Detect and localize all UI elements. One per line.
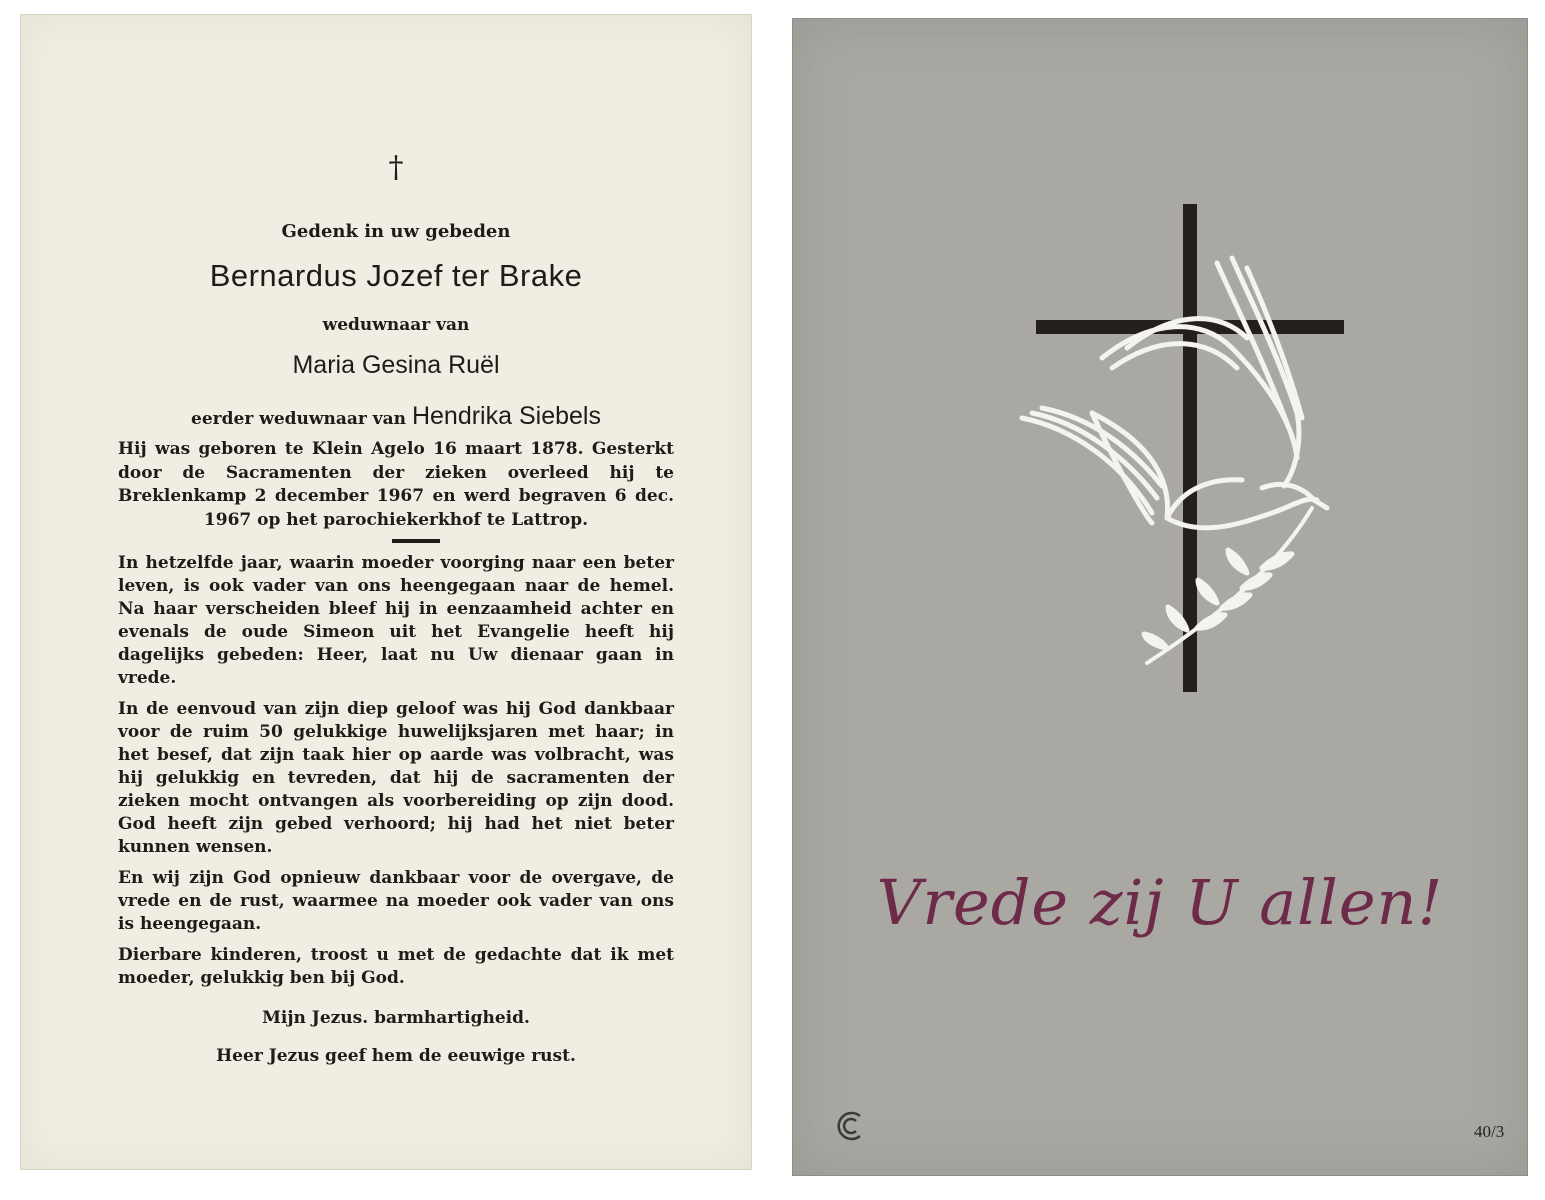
memorial-paragraphs bbox=[118, 552, 674, 998]
prayer-card-image-side bbox=[792, 18, 1528, 1176]
earlier-widower-line bbox=[118, 402, 674, 431]
prayer-heading: Gedenk in uw gebeden bbox=[281, 221, 511, 242]
paragraph: In hetzelfde jaar, waarin moeder voorging naar een beter leven, is ook vader van ons heengegaan naar de hemel. Na haar verscheiden bleef hij in eenzaamheid achter en evenals de oude Simeon uit het Evangelie heeft hij dagelijks gebeden: Heer, laat nu Uw dienaar gaan in vrede. bbox=[118, 553, 674, 688]
closing-prayer-1: Mijn Jezus. barmhartigheid. bbox=[262, 1008, 530, 1028]
relation-widower: weduwnaar van bbox=[322, 315, 470, 335]
motto-text: Vrede zij U allen! bbox=[876, 866, 1444, 939]
cross-symbol: † bbox=[388, 150, 404, 185]
publisher-logo-icon bbox=[832, 1108, 868, 1144]
paragraph: Dierbare kinderen, troost u met de gedachte dat ik met moeder, gelukkig ben bij God. bbox=[118, 945, 674, 988]
spouse-name-2: Hendrika Siebels bbox=[411, 402, 601, 430]
paragraph: In de eenvoud van zijn diep geloof was hij God dankbaar voor de ruim 50 gelukkige huwelijksjaren met haar; in het besef, dat zijn taak hier op aarde was volbracht, was hij gelukkig en tevreden, dat hij de sacramenten der zieken mocht ontvangen als voorbereiding op zijn dood. God heeft zijn gebed verhoord; hij had het niet beter kunnen wensen. bbox=[118, 699, 674, 857]
prayer-card-text-side bbox=[20, 14, 752, 1170]
relation-earlier-widower: eerder weduwnaar van bbox=[191, 409, 407, 429]
print-code: 40/3 bbox=[1474, 1122, 1505, 1141]
spouse-name-1: Maria Gesina Ruël bbox=[292, 351, 500, 379]
dove-icon bbox=[1022, 258, 1327, 663]
divider-rule bbox=[392, 539, 440, 543]
biography: Hij was geboren te Klein Agelo 16 maart 1878. Gesterkt door de Sacramenten der zieken overleed hij te Breklenkamp 2 december 1967 en werd begraven 6 dec. 1967 op het parochiekerkhof te Lattrop. bbox=[118, 439, 674, 530]
paragraph: En wij zijn God opnieuw dankbaar voor de overgave, de vrede en de rust, waarmee na moeder ook vader van ons is heengegaan. bbox=[118, 868, 674, 934]
cross-and-dove-illustration bbox=[792, 18, 1528, 718]
deceased-name: Bernardus Jozef ter Brake bbox=[209, 258, 583, 293]
closing-prayer-2: Heer Jezus geef hem de eeuwige rust. bbox=[216, 1046, 576, 1066]
